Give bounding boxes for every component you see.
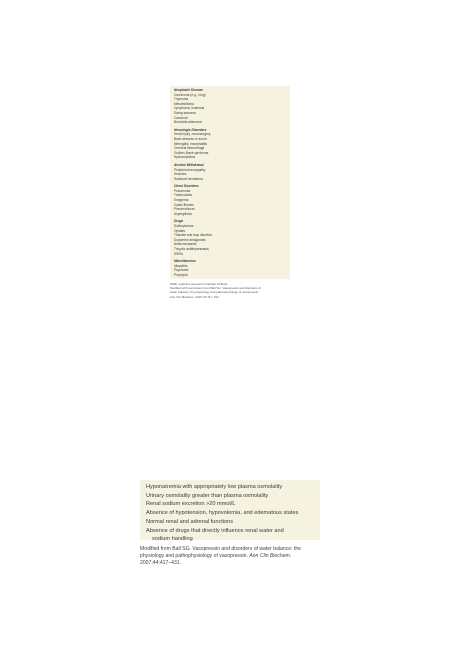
list-item: Mesothelioma: [174, 101, 194, 106]
list-item: Thymoma: [174, 97, 189, 102]
footnote-line: 2007;44:417–431.: [140, 560, 182, 567]
footnote-line: water balance: the physiology and pathophysiology of vasopressin.: [170, 290, 259, 295]
section-title: Chest Disorders: [174, 184, 199, 189]
list-item: Aspergillosis: [174, 211, 192, 216]
list-item: Lymphoma, leukemia: [174, 106, 205, 111]
list-item: Cerebral hemorrhage: [174, 146, 205, 151]
section-title: Neoplastic Disease: [174, 88, 204, 92]
list-item: Cystic fibrosis: [174, 202, 194, 207]
footnote-line: [140, 553, 320, 560]
list-item: Hydrocephalus: [174, 155, 196, 160]
list-item: Idiopathic: [174, 263, 188, 268]
causes-list: [174, 88, 288, 278]
list-item: Pneumothorax: [174, 207, 195, 212]
list-item: Porphyria: [174, 272, 188, 277]
causes-table: [170, 86, 290, 279]
footnote-line: Ann Clin Biochem. 2007;44:417–431.: [170, 294, 220, 299]
section-title: Alcohol Withdrawal: [174, 162, 204, 167]
list-item: Guillain-Barré syndrome: [174, 150, 209, 155]
criterion-item: Absence of hypotension, hypovolemia, and edematous states: [146, 510, 299, 517]
list-item: Thiazide and loop diuretics: [174, 233, 212, 238]
list-item: Head injury, neurosurgery: [174, 132, 211, 137]
section-title: Miscellaneous: [174, 259, 196, 264]
criterion-item-continuation: sodium handling: [152, 536, 193, 543]
list-item: Empyema: [174, 198, 189, 203]
list-item: Psychosis: [174, 268, 189, 273]
list-item: Pneumonia: [174, 188, 191, 193]
list-item: Tuberculosis: [174, 193, 192, 198]
list-item: Anticonvulsants: [174, 242, 197, 247]
list-item: SSRIs: [174, 251, 184, 256]
footnote-line: Modified with permission from Ball SG. Vasopressin and disorders of: [170, 286, 261, 291]
footnote-line: Modified from Ball SG. Vasopressin and disorders of water balance: the: [140, 546, 302, 552]
section-title: Neurologic Disorders: [174, 127, 207, 132]
causes-table-footnote: [170, 282, 294, 299]
list-item: Meningitis, encephalitis: [174, 141, 207, 146]
criterion-item: Absence of drugs that directly influence renal water and: [146, 527, 284, 534]
criteria-table-footnote: [140, 546, 320, 568]
criterion-item: Hyponatremia with appropriately low plasma osmolality: [146, 484, 283, 490]
list-item: Seizures: [174, 172, 187, 177]
criteria-list: [146, 483, 318, 544]
criterion-item: Renal sodium excretion >20 mmol/L: [146, 501, 236, 508]
footnote-line: SSRI, selective serotonin reuptake inhibitor.: [170, 282, 229, 286]
criterion-item: Urinary osmolality greater than plasma osmolality: [146, 492, 269, 499]
footnote-text: physiology and pathophysiology of vasopressin.: [140, 553, 250, 560]
list-item: Peripheral neuropathy: [174, 167, 206, 172]
list-item: Opiates: [174, 228, 185, 233]
footnote-journal: Ann Clin Biochem.: [249, 553, 292, 560]
list-item: Brain abscess or tumor: [174, 136, 207, 141]
list-item: Carcinoma (e.g., lung): [174, 92, 206, 97]
list-item: Dopamine antagonists: [174, 237, 206, 242]
list-item: Sulfonylureas: [174, 224, 194, 229]
criterion-item: Normal renal and adrenal functions: [146, 518, 234, 525]
list-item: Tricyclic antidepressants: [174, 247, 209, 251]
list-item: Carcinoid: [174, 115, 188, 120]
list-item: Ewing sarcoma: [174, 110, 196, 115]
list-item: Subdural hematoma: [174, 176, 203, 181]
diagnostic-criteria-table: [140, 480, 320, 543]
list-item: Bronchial adenoma: [174, 120, 202, 125]
section-title: Drugs: [174, 219, 184, 224]
